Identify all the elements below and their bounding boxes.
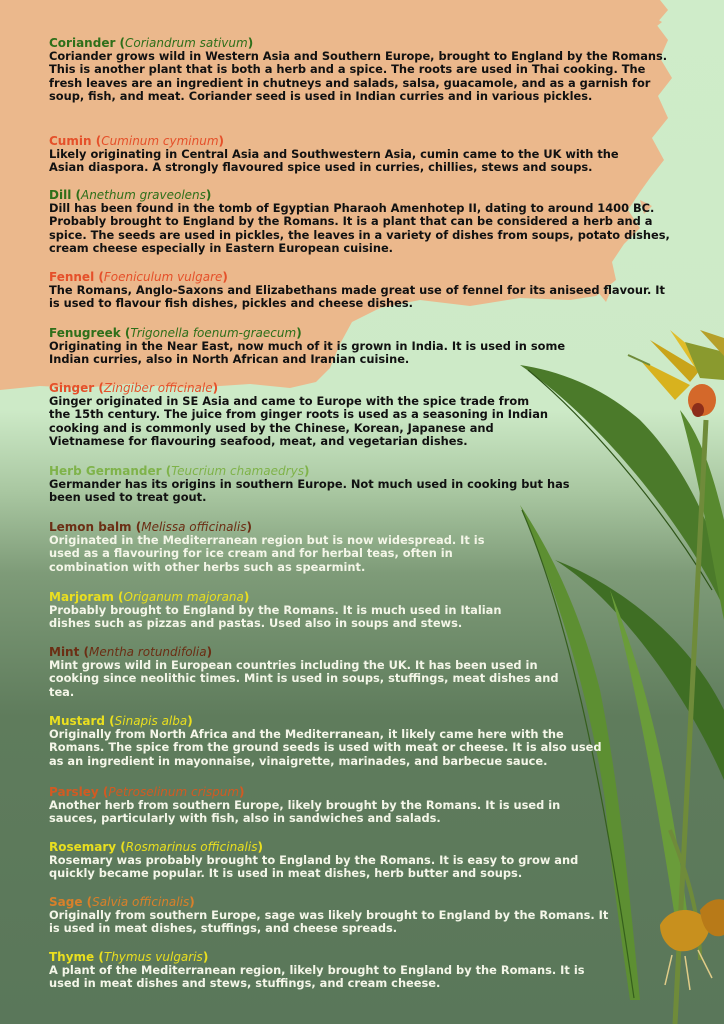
herb-name: Mint: [49, 645, 80, 659]
herb-name: Coriander: [49, 36, 116, 50]
herb-heading: Sage (Salvia officinalis): [49, 895, 195, 909]
ginger-buds: [660, 899, 724, 990]
herb-entry-mustard: [49, 714, 609, 768]
herb-name: Parsley: [49, 785, 99, 799]
herb-description: Germander has its origins in southern Europe. Not much used in cooking but has been used to treat gout.: [49, 477, 570, 505]
herb-name: Cumin: [49, 134, 92, 148]
herb-scientific-name: Teucrium chamaedrys: [171, 464, 304, 478]
herb-heading: Lemon balm (Melissa officinalis): [49, 520, 252, 534]
herb-scientific-name: Sinapis alba: [114, 714, 188, 728]
herb-entry-thyme: [49, 950, 589, 991]
herb-description: Rosemary was probably brought to England by the Romans. It is easy to grow and quickly became popular. It is used in meat dishes, herb butter and soups.: [49, 853, 579, 881]
herb-heading: Marjoram (Origanum majorana): [49, 590, 250, 604]
herb-name: Ginger: [49, 381, 95, 395]
herb-heading: Rosemary (Rosmarinus officinalis): [49, 840, 263, 854]
herb-name: Marjoram: [49, 590, 114, 604]
herb-entry-marjoram: [49, 590, 509, 631]
herb-entry-mint: [49, 645, 559, 699]
herb-entry-coriander: [49, 36, 671, 104]
herb-scientific-name: Cuminum cyminum: [101, 134, 219, 148]
herb-entry-fenugreek: [49, 326, 579, 367]
herb-heading: Fennel (Foeniculum vulgare): [49, 270, 228, 284]
herb-description: Originating in the Near East, now much of it is grown in India. It is used in some Indian curries, also in North African and Iranian cuisine.: [49, 339, 566, 367]
herb-description: Originally from North Africa and the Mediterranean, it likely came here with the Romans. The spice from the ground seeds is used with meat or cheese. It is also used as an ingredient in mayonnaise, vinaigrette, marinades, and barbecue sauce.: [49, 727, 602, 768]
herb-scientific-name: Thymus vulgaris: [103, 950, 203, 964]
herb-entry-lemon-balm: [49, 520, 501, 574]
herb-description: Dill has been found in the tomb of Egyptian Pharaoh Amenhotep II, dating to around 1400 BC. Probably brought to England by the Romans. It is a plant that can be considered a herb and a spice. The seeds are used in pickles, the leaves in a variety of dishes from soups, potato dishes, cream cheese especially in Eastern European cuisine.: [49, 201, 670, 256]
herb-heading: Coriander (Coriandrum sativum): [49, 36, 254, 50]
herb-entry-ginger: [49, 381, 549, 449]
herb-scientific-name: Origanum majorana: [123, 590, 244, 604]
herb-heading: Dill (Anethum graveolens): [49, 188, 212, 202]
herb-entry-herb-germander: [49, 464, 589, 505]
herb-name: Lemon balm: [49, 520, 132, 534]
herb-heading: Mustard (Sinapis alba): [49, 714, 193, 728]
herb-entry-fennel: [49, 270, 677, 311]
herb-scientific-name: Mentha rotundifolia: [89, 645, 207, 659]
herb-description: A plant of the Mediterranean region, likely brought to England by the Romans. It is used in meat dishes and stews, stuffings, and cream cheese.: [49, 963, 585, 991]
herb-heading: Mint (Mentha rotundifolia): [49, 645, 213, 659]
herb-scientific-name: Trigonella foenum-graecum: [130, 326, 297, 340]
herb-description: Likely originating in Central Asia and Southwestern Asia, cumin came to the UK with the Asian diaspora. A strongly flavoured spice used in curries, chillies, stews and soups.: [49, 147, 619, 175]
herb-scientific-name: Melissa officinalis: [141, 520, 247, 534]
herb-scientific-name: Anethum graveolens: [80, 188, 206, 202]
herb-entry-rosemary: [49, 840, 609, 881]
herb-scientific-name: Foeniculum vulgare: [103, 270, 223, 284]
herb-heading: Parsley (Petroselinum crispum): [49, 785, 245, 799]
herb-description: The Romans, Anglo-Saxons and Elizabethans made great use of fennel for its aniseed flavour. It is used to flavour fish dishes, pickles and cheese dishes.: [49, 283, 665, 311]
herb-heading: Cumin (Cuminum cyminum): [49, 134, 225, 148]
herb-description: Originally from southern Europe, sage was likely brought to England by the Romans. It is used in meat dishes, stuffings, and cheese spreads.: [49, 908, 609, 936]
herb-name: Dill: [49, 188, 72, 202]
herb-entry-cumin: [49, 134, 649, 175]
herb-heading: Ginger (Zingiber officinale): [49, 381, 219, 395]
herb-name: Thyme: [49, 950, 95, 964]
herb-scientific-name: Coriandrum sativum: [125, 36, 248, 50]
herb-entry-parsley: [49, 785, 579, 826]
herb-scientific-name: Rosmarinus officinalis: [125, 840, 258, 854]
herb-entry-dill: [49, 188, 671, 256]
herb-description: Coriander grows wild in Western Asia and Southern Europe, brought to England by the Romans. This is another plant that is both a herb and a spice. The roots are used in Thai cooking. The fresh leaves are an ingredient in chutneys and salads, salsa, guacamole, and as a garnish for soup, fish, and meat. Coriander seed is used in Indian curries and in various pickles.: [49, 49, 668, 104]
herb-scientific-name: Zingiber officinale: [103, 381, 213, 395]
herb-name: Fenugreek: [49, 326, 121, 340]
herb-description: Ginger originated in SE Asia and came to Europe with the spice trade from the 15th century. The juice from ginger roots is used as a seasoning in Indian cooking and is commonly used by the Chinese, Korean, Japanese and Vietnamese for flavouring seafood, meat, and vegetarian dishes.: [49, 394, 548, 449]
herb-name: Mustard: [49, 714, 105, 728]
herb-heading: Fenugreek (Trigonella foenum-graecum): [49, 326, 302, 340]
herb-name: Rosemary: [49, 840, 117, 854]
herb-description: Another herb from southern Europe, likely brought by the Romans. It is used in sauces, particularly with fish, also in sandwiches and salads.: [49, 798, 561, 826]
herb-scientific-name: Petroselinum crispum: [108, 785, 240, 799]
herb-description: Originated in the Mediterranean region but is now widespread. It is used as a flavouring for ice cream and for herbal teas, often in combination with other herbs such as spearmint.: [49, 533, 485, 574]
herb-name: Sage: [49, 895, 83, 909]
herb-description: Probably brought to England by the Romans. It is much used in Italian dishes such as pizzas and pastas. Used also in soups and stews.: [49, 603, 502, 631]
herb-description: Mint grows wild in European countries including the UK. It has been used in cooking since neolithic times. Mint is used in soups, stuffings, meat dishes and tea.: [49, 658, 559, 699]
herb-name: Herb Germander: [49, 464, 162, 478]
ginger-flower: [628, 330, 724, 417]
herb-heading: Thyme (Thymus vulgaris): [49, 950, 209, 964]
herb-heading: Herb Germander (Teucrium chamaedrys): [49, 464, 310, 478]
herb-name: Fennel: [49, 270, 95, 284]
herb-scientific-name: Salvia officinalis: [92, 895, 190, 909]
herb-entry-sage: [49, 895, 619, 936]
